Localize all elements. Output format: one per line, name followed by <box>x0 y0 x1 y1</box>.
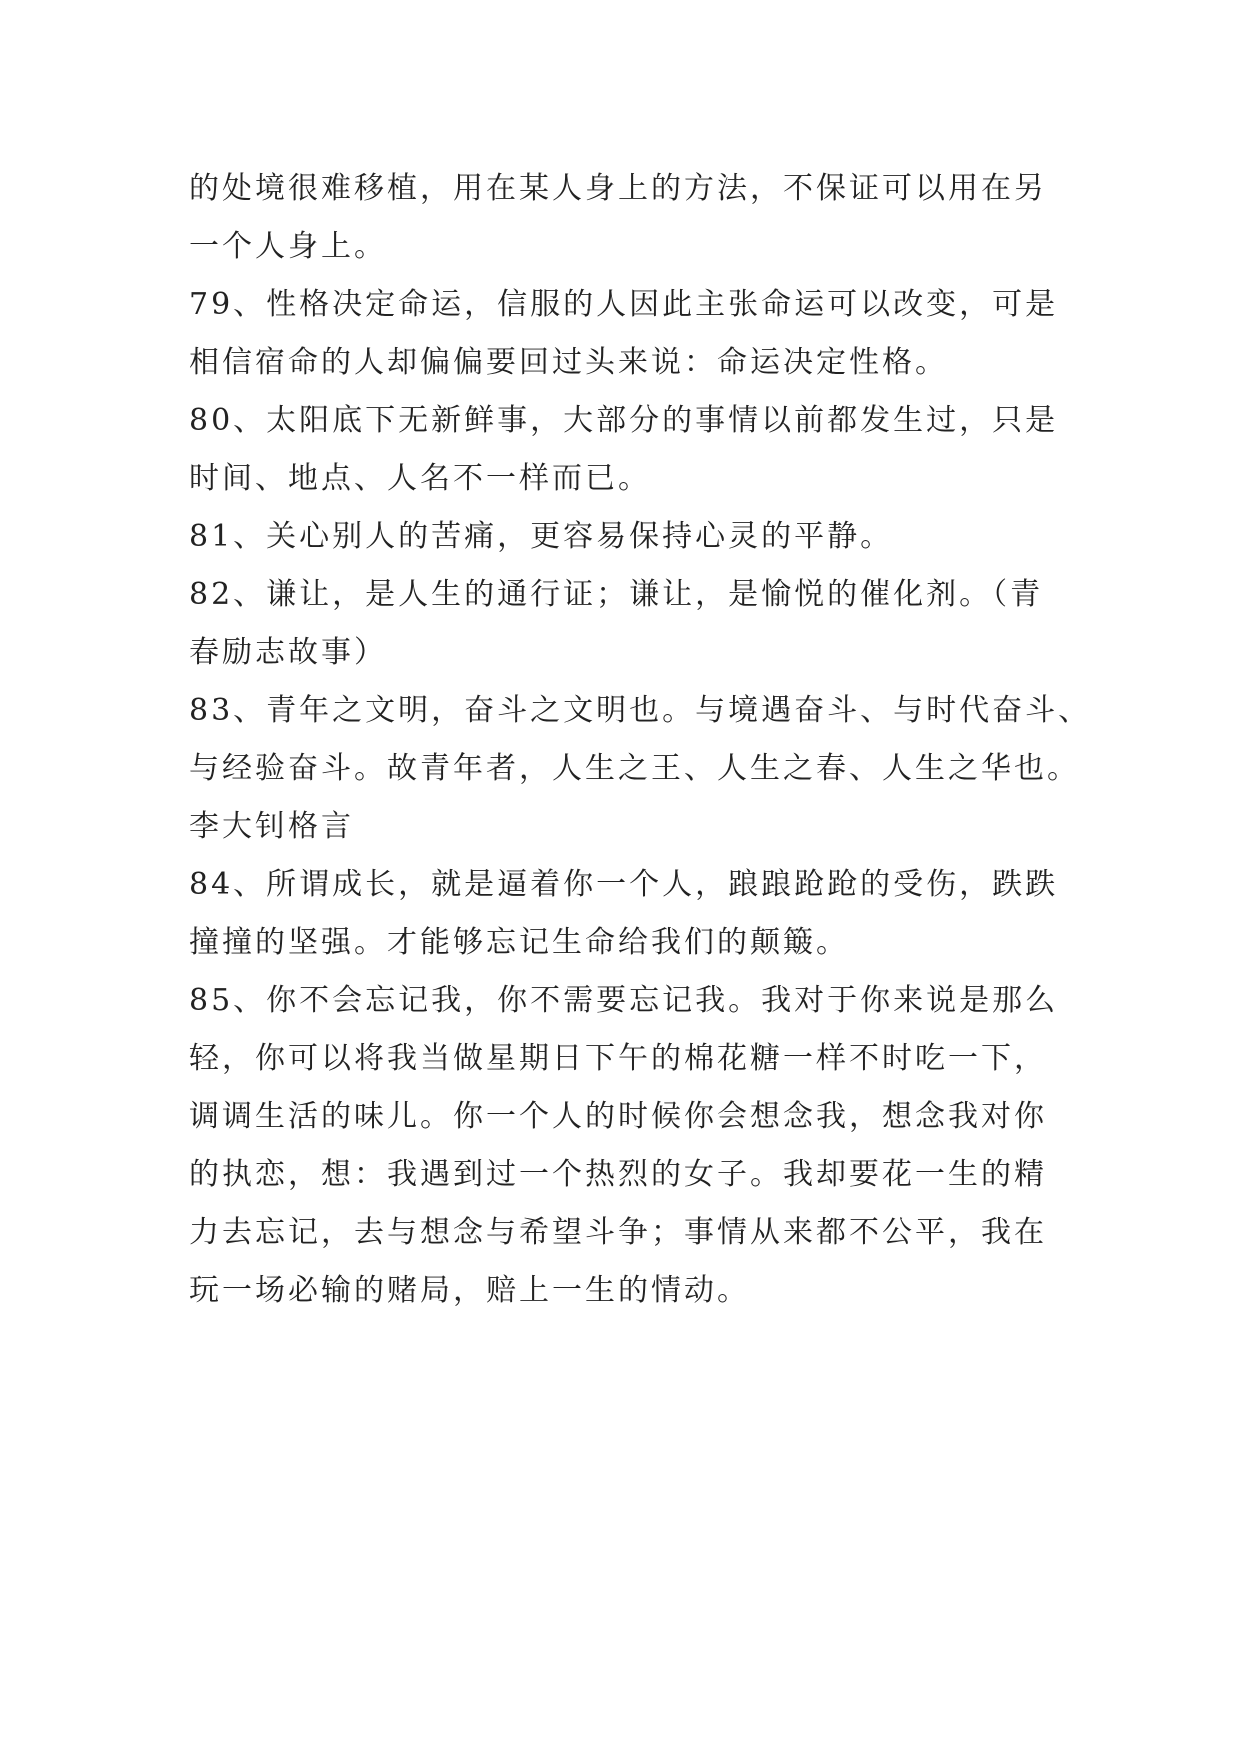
text-line: 时间、地点、人名不一样而已。 <box>189 461 651 496</box>
text-line: 力去忘记，去与想念与希望斗争；事情从来都不公平，我在 <box>189 1215 1047 1250</box>
text-line: 调调生活的味儿。你一个人的时候你会想念我，想念我对你 <box>189 1099 1047 1134</box>
text-line: 玩一场必输的赌局，赔上一生的情动。 <box>189 1273 750 1308</box>
text-line: 79、性格决定命运，信服的人因此主张命运可以改变，可是 <box>189 287 1059 322</box>
text-line: 84、所谓成长，就是逼着你一个人，踉踉跄跄的受伤，跌跌 <box>189 867 1059 902</box>
text-line: 撞撞的坚强。才能够忘记生命给我们的颠簸。 <box>189 925 849 960</box>
text-line: 相信宿命的人却偏偏要回过头来说：命运决定性格。 <box>189 345 948 380</box>
text-line: 81、关心别人的苦痛，更容易保持心灵的平静。 <box>189 519 894 554</box>
text-line: 李大钊格言 <box>189 809 354 844</box>
text-line: 82、谦让，是人生的通行证；谦让，是愉悦的催化剂。（青 <box>189 577 1044 612</box>
text-line: 春励志故事） <box>189 635 387 670</box>
text-line: 85、你不会忘记我，你不需要忘记我。我对于你来说是那么 <box>189 983 1059 1018</box>
text-line: 83、青年之文明，奋斗之文明也。与境遇奋斗、与时代奋斗、 <box>189 693 1092 728</box>
body-text <box>189 160 1092 1320</box>
text-line: 的处境很难移植，用在某人身上的方法，不保证可以用在另 <box>189 171 1047 206</box>
text-line: 80、太阳底下无新鲜事，大部分的事情以前都发生过，只是 <box>189 403 1059 438</box>
text-line: 的执恋，想：我遇到过一个热烈的女子。我却要花一生的精 <box>189 1157 1047 1192</box>
text-line: 轻，你可以将我当做星期日下午的棉花糖一样不时吃一下， <box>189 1041 1047 1076</box>
text-line: 一个人身上。 <box>189 229 387 264</box>
text-line: 与经验奋斗。故青年者，人生之王、人生之春、人生之华也。 <box>189 751 1080 786</box>
